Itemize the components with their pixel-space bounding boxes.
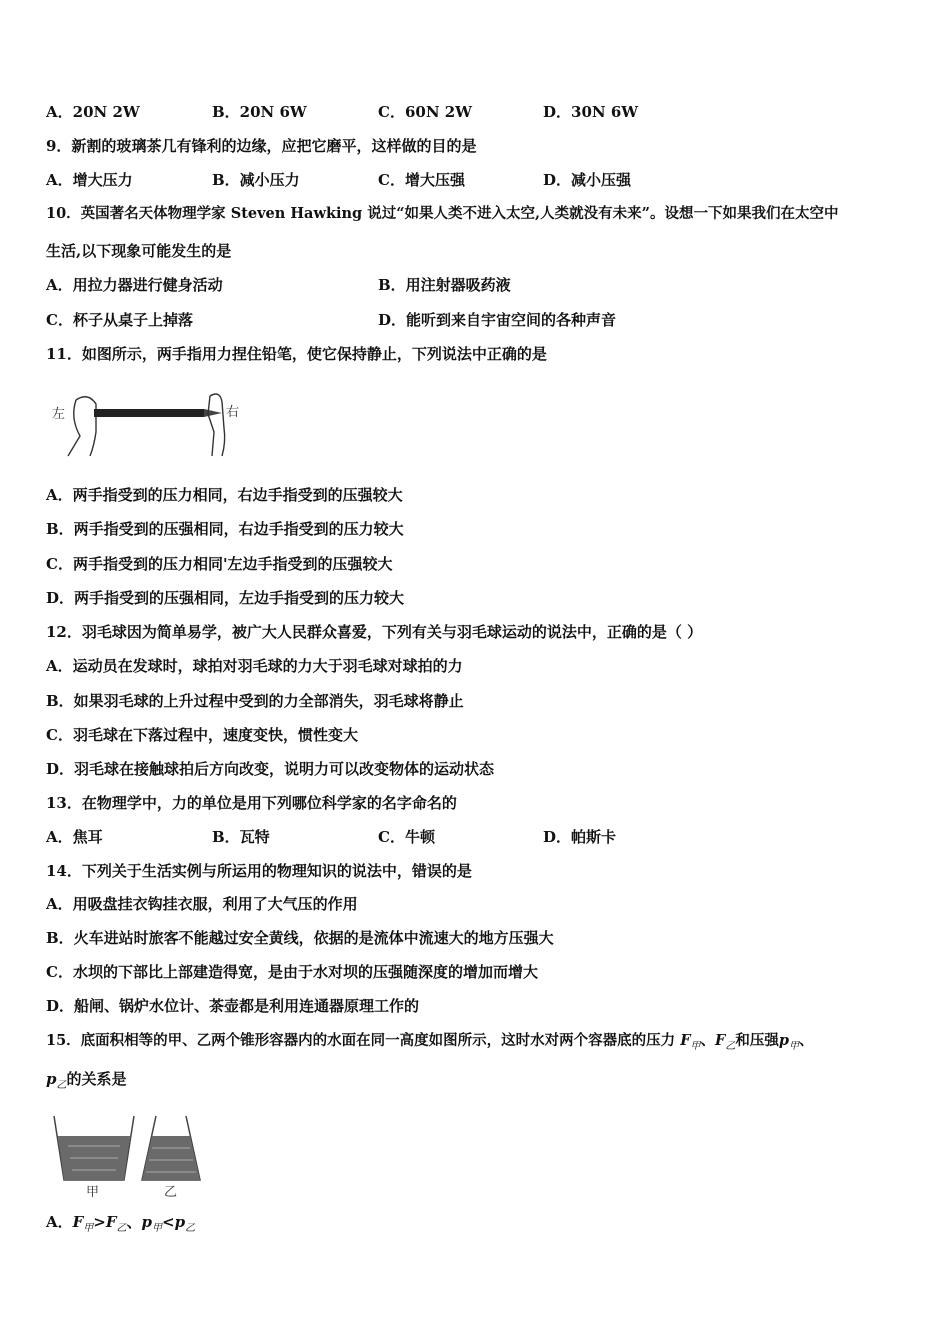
q9-option-c[interactable]: C．增大压强 bbox=[378, 171, 465, 189]
q11-option-c[interactable]: C．两手指受到的压力相同'左边手指受到的压强较大 bbox=[46, 555, 393, 573]
q14-option-c[interactable]: C．水坝的下部比上部建造得宽，是由于水对坝的压强随深度的增加而增大 bbox=[46, 963, 538, 981]
q10-option-c[interactable]: C．杯子从桌子上掉落 bbox=[46, 311, 193, 329]
q8-option-d[interactable]: D．30N 6W bbox=[543, 103, 639, 121]
q10-stem-line1: 10．英国著名天体物理学家 Steven Hawking 说过“如果人类不进入太空,人类就没有未来”。设想一下如果我们在太空中 bbox=[46, 205, 839, 222]
q15-option-a[interactable]: A．$F_甲>F_乙$、$p_甲<p_乙$ bbox=[46, 1213, 196, 1234]
q10-option-b[interactable]: B．用注射器吸药液 bbox=[378, 276, 511, 294]
q12-stem: 12．羽毛球因为简单易学，被广大人民群众喜爱，下列有关与羽毛球运动的说法中，正确的是（ ） bbox=[46, 623, 703, 641]
q15-stem-tail: 的关系是 bbox=[66, 1070, 127, 1088]
q8-option-a[interactable]: A．20N 2W bbox=[46, 103, 140, 121]
q11-option-b[interactable]: B．两手指受到的压强相同，右边手指受到的压力较大 bbox=[46, 520, 404, 538]
q15-p-jia: $p_甲$ bbox=[778, 1032, 799, 1052]
q15-F-yi: $F_乙$ bbox=[715, 1032, 736, 1052]
containers-figure bbox=[48, 1110, 218, 1200]
pencil-fingers-figure bbox=[50, 388, 250, 460]
q14-option-b[interactable]: B．火车进站时旅客不能越过安全黄线，依据的是流体中流速大的地方压强大 bbox=[46, 929, 554, 947]
fig-left-label: 左 bbox=[52, 407, 66, 422]
q9-stem: 9．新割的玻璃茶几有锋利的边缘，应把它磨平，这样做的目的是 bbox=[46, 137, 477, 155]
q15-stem-line2 bbox=[46, 1069, 127, 1096]
q15-sep-2: 、 bbox=[798, 1032, 814, 1049]
q13-option-d[interactable]: D．帕斯卡 bbox=[543, 828, 617, 846]
q11-stem: 11．如图所示，两手指用力捏住铅笔，使它保持静止，下列说法中正确的是 bbox=[46, 345, 547, 363]
q8-option-c[interactable]: C．60N 2W bbox=[378, 103, 473, 121]
q15-sep-1: 、 bbox=[700, 1032, 716, 1049]
q12-option-d[interactable]: D．羽毛球在接触球拍后方向改变，说明力可以改变物体的运动状态 bbox=[46, 760, 495, 778]
q8-option-b[interactable]: B．20N 6W bbox=[212, 103, 307, 121]
q15-and-pressure: 和压强 bbox=[735, 1032, 779, 1049]
q12-option-c[interactable]: C．羽毛球在下落过程中，速度变快，惯性变大 bbox=[46, 726, 358, 744]
q9-option-a[interactable]: A．增大压力 bbox=[46, 171, 133, 189]
q15-F-jia: $F_甲$ bbox=[680, 1032, 701, 1052]
q9-option-d[interactable]: D．减小压强 bbox=[543, 171, 632, 189]
q13-stem: 13．在物理学中，力的单位是用下列哪位科学家的名字命名的 bbox=[46, 794, 457, 812]
q10-stem-line2: 生活,以下现象可能发生的是 bbox=[46, 242, 232, 260]
q15-p-yi: $p_乙$ bbox=[46, 1070, 67, 1091]
fig-label-yi: 乙 bbox=[164, 1185, 178, 1200]
fig-right-label: 右 bbox=[226, 405, 240, 420]
q13-option-c[interactable]: C．牛顿 bbox=[378, 828, 435, 846]
fig-label-jia: 甲 bbox=[86, 1185, 100, 1200]
q15-stem-line1 bbox=[46, 1031, 813, 1057]
q14-stem: 14．下列关于生活实例与所运用的物理知识的说法中，错误的是 bbox=[46, 862, 472, 880]
q12-option-a[interactable]: A．运动员在发球时，球拍对羽毛球的力大于羽毛球对球拍的力 bbox=[46, 657, 463, 675]
q13-option-a[interactable]: A．焦耳 bbox=[46, 828, 103, 846]
q10-option-a[interactable]: A．用拉力器进行健身活动 bbox=[46, 276, 223, 294]
q15-stem-text: 15．底面积相等的甲、乙两个锥形容器内的水面在同一高度如图所示，这时水对两个容器底的压力 bbox=[46, 1032, 676, 1049]
q12-option-b[interactable]: B．如果羽毛球的上升过程中受到的力全部消失，羽毛球将静止 bbox=[46, 692, 464, 710]
q11-option-a[interactable]: A．两手指受到的压力相同，右边手指受到的压强较大 bbox=[46, 486, 403, 504]
q14-option-d[interactable]: D．船闸、锅炉水位计、茶壶都是利用连通器原理工作的 bbox=[46, 997, 420, 1015]
q11-option-d[interactable]: D．两手指受到的压强相同，左边手指受到的压力较大 bbox=[46, 589, 405, 607]
q9-option-b[interactable]: B．减小压力 bbox=[212, 171, 300, 189]
q14-option-a[interactable]: A．用吸盘挂衣钩挂衣服，利用了大气压的作用 bbox=[46, 895, 358, 913]
q13-option-b[interactable]: B．瓦特 bbox=[212, 828, 270, 846]
q10-option-d[interactable]: D．能听到来自宇宙空间的各种声音 bbox=[378, 311, 617, 329]
